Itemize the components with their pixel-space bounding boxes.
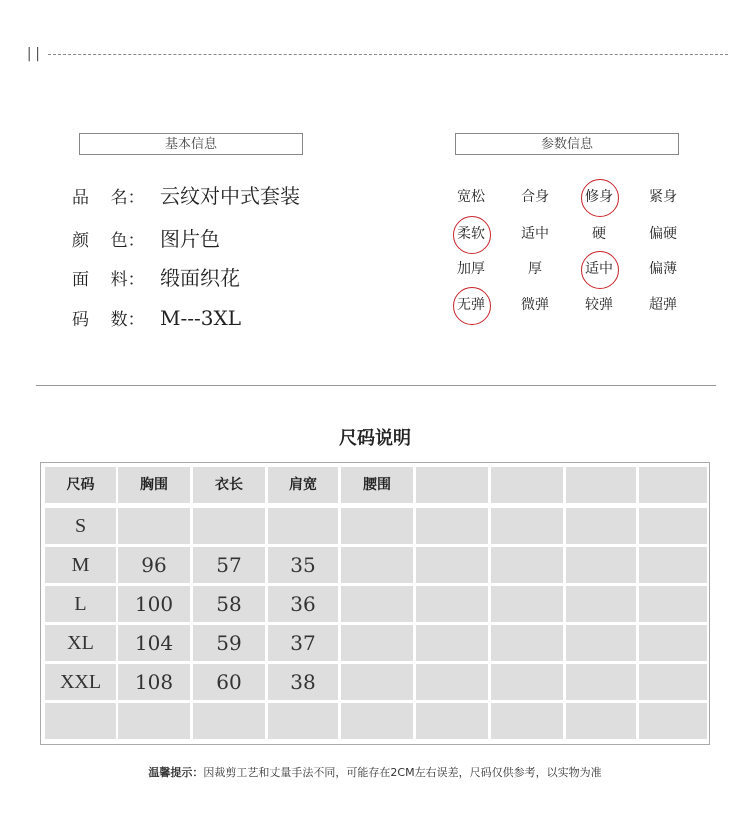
size-table-cell xyxy=(566,703,636,739)
size-table-cell xyxy=(268,508,338,544)
size-table-cell xyxy=(566,586,636,622)
size-table-cell xyxy=(416,547,488,583)
size-table-cell xyxy=(193,703,265,739)
size-table-header-cell xyxy=(416,467,488,503)
size-table-cell: 96 xyxy=(118,547,190,583)
basic-info-label: 码 数： xyxy=(72,310,145,330)
basic-info-title: 基本信息 xyxy=(79,133,303,155)
size-table-header-cell: 腰围 xyxy=(341,467,413,503)
basic-info-label: 面 料： xyxy=(72,270,145,290)
basic-info-value: 云纹对中式套装 xyxy=(160,184,300,208)
size-table-cell xyxy=(566,664,636,700)
size-note-label: 温馨提示： xyxy=(148,766,204,779)
size-table-cell: L xyxy=(45,586,116,622)
param-option-selected: 修身 xyxy=(574,187,624,207)
size-table-cell xyxy=(416,586,488,622)
size-table-cell: 35 xyxy=(268,547,338,583)
param-option: 微弹 xyxy=(521,297,549,313)
size-note xyxy=(0,764,750,780)
size-table-cell: 37 xyxy=(268,625,338,661)
size-table-cell xyxy=(639,703,707,739)
size-table-header-cell: 肩宽 xyxy=(268,467,338,503)
size-table-cell xyxy=(416,625,488,661)
size-table-title: 尺码说明 xyxy=(339,428,411,449)
param-option-selected: 无弹 xyxy=(446,295,496,315)
size-table-cell xyxy=(491,625,563,661)
size-table-cell xyxy=(566,625,636,661)
size-table-cell xyxy=(491,703,563,739)
param-option: 硬 xyxy=(592,226,606,242)
size-table-cell xyxy=(491,664,563,700)
param-option: 超弹 xyxy=(649,297,677,313)
section-divider xyxy=(36,385,716,386)
param-option: 加厚 xyxy=(457,261,485,277)
size-table-cell xyxy=(45,703,116,739)
size-table-cell xyxy=(341,586,413,622)
size-table-cell xyxy=(341,703,413,739)
basic-info-label: 品 名： xyxy=(72,188,145,208)
size-table-cell: 104 xyxy=(118,625,190,661)
size-table-cell: 100 xyxy=(118,586,190,622)
size-table-cell xyxy=(416,703,488,739)
size-table-cell: S xyxy=(45,508,116,544)
size-table-cell: 59 xyxy=(193,625,265,661)
param-option: 较弹 xyxy=(585,297,613,313)
size-table-cell xyxy=(416,664,488,700)
size-table-header-cell: 尺码 xyxy=(45,467,116,503)
param-option-selected: 柔软 xyxy=(446,224,496,244)
size-table-cell: 60 xyxy=(193,664,265,700)
size-table-cell: 38 xyxy=(268,664,338,700)
size-table-cell: M xyxy=(45,547,116,583)
top-mark: || xyxy=(25,46,42,62)
size-table-cell xyxy=(566,508,636,544)
size-table-cell xyxy=(639,664,707,700)
size-table xyxy=(40,462,710,745)
top-dashed-line xyxy=(48,54,728,55)
param-option: 紧身 xyxy=(649,189,677,205)
size-note-text: 因裁剪工艺和丈量手法不同，可能存在2CM左右误差，尺码仅供参考，以实物为准 xyxy=(203,766,602,779)
size-table-cell xyxy=(491,547,563,583)
size-table-cell xyxy=(639,586,707,622)
basic-info-row xyxy=(72,180,300,209)
size-table-header-cell xyxy=(639,467,707,503)
size-table-cell xyxy=(341,547,413,583)
basic-info-row xyxy=(72,305,241,330)
size-table-cell: XXL xyxy=(45,664,116,700)
size-table-cell xyxy=(268,703,338,739)
size-table-cell xyxy=(639,625,707,661)
basic-info-label: 颜 色： xyxy=(72,231,145,251)
size-table-cell: 57 xyxy=(193,547,265,583)
size-table-cell xyxy=(118,508,190,544)
size-table-cell xyxy=(118,703,190,739)
size-table-cell xyxy=(566,547,636,583)
size-table-cell xyxy=(193,508,265,544)
param-option: 偏硬 xyxy=(649,226,677,242)
param-option: 厚 xyxy=(528,261,542,277)
basic-info-row xyxy=(72,262,240,291)
size-table-header-cell xyxy=(491,467,563,503)
size-table-cell xyxy=(491,508,563,544)
param-option: 适中 xyxy=(521,226,549,242)
param-option: 合身 xyxy=(521,189,549,205)
size-table-header-cell: 胸围 xyxy=(118,467,190,503)
param-option-selected: 适中 xyxy=(574,259,624,279)
size-table-cell: 108 xyxy=(118,664,190,700)
param-option: 偏薄 xyxy=(649,261,677,277)
size-table-cell xyxy=(639,508,707,544)
basic-info-value: M---3XL xyxy=(160,306,241,330)
size-table-cell xyxy=(416,508,488,544)
size-table-cell: 58 xyxy=(193,586,265,622)
size-table-cell: 36 xyxy=(268,586,338,622)
size-table-header-cell xyxy=(566,467,636,503)
basic-info-row xyxy=(72,223,220,252)
size-table-cell xyxy=(341,508,413,544)
size-table-cell xyxy=(341,664,413,700)
basic-info-value: 缎面织花 xyxy=(160,266,240,290)
size-table-cell: XL xyxy=(45,625,116,661)
size-table-cell xyxy=(639,547,707,583)
param-info-title: 参数信息 xyxy=(455,133,679,155)
param-option: 宽松 xyxy=(457,189,485,205)
basic-info-value: 图片色 xyxy=(160,227,220,251)
size-table-header-cell: 衣长 xyxy=(193,467,265,503)
size-table-cell xyxy=(491,586,563,622)
size-table-cell xyxy=(341,625,413,661)
